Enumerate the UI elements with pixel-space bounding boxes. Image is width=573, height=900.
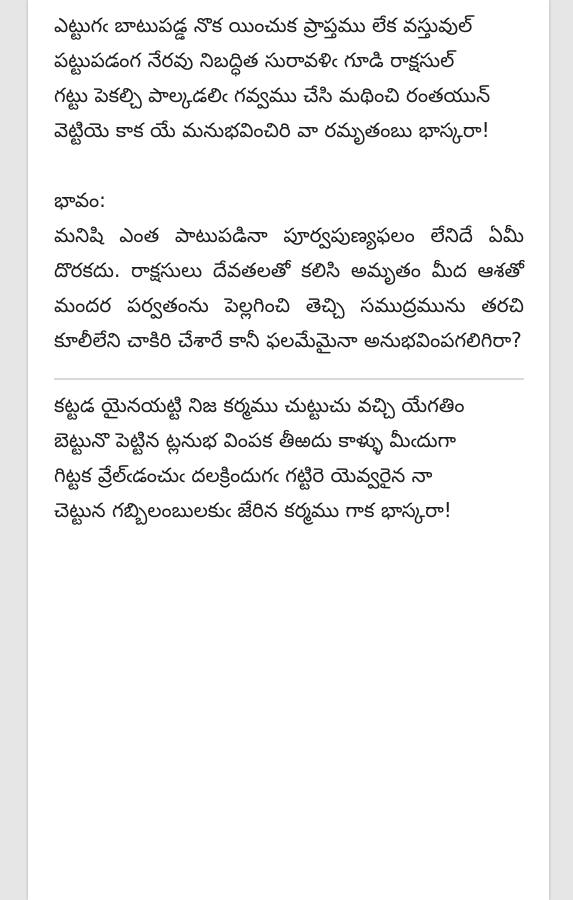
poem-2-line-4: చెట్టున గబ్బిలంబులకుఁ జేరిన కర్మము గాక భాస్కరా! [54, 498, 452, 522]
poem-1-line-1: ఎట్టుగఁ బాటుపడ్డ నొక యించుక ప్రాప్తము లేక వస్తువుల్ [54, 13, 473, 37]
meaning-heading: భావం: [54, 188, 106, 212]
poem-1-line-2: పట్టుపడంగ నేరవు నిబద్ధిత సురావళిఁ గూడి రాక్షసుల్ [54, 48, 455, 72]
poem-1-line-3: గట్టు పెకల్చి పాల్కడలిఁ గవ్వము చేసి మథించి రంతయున్ [54, 83, 491, 107]
poem-1-line-4: వెట్టియె కాక యే మనుభవించిరి వా రమృతంబు భాస్కరా! [54, 118, 490, 142]
poem-2 [54, 388, 524, 528]
spacer [54, 148, 524, 183]
poem-2-line-2: బెట్టునొ పెట్టిన ట్లనుభ వింపక తీఱదు కాళ్ళు మీఁదుగా [54, 428, 456, 452]
poem-2-line-3: గిట్టక వ్రేల్ఁడంచుఁ దలక్రిందుగఁ గట్టిరె యెవ్వరైన నా [54, 463, 433, 487]
poem-2-line-1: కట్టడ యైనయట్టి నిజ కర్మము చుట్టుచు వచ్చి యేగతిం [54, 393, 465, 417]
page [28, 0, 549, 900]
section-divider [54, 378, 524, 380]
meaning-text: మనిషి ఎంత పాటుపడినా పూర్వపుణ్యఫలం లేనిదే ఏమీ దొరకదు. రాక్షసులు దేవతలతో కలిసి అమృతం మీద ఆశతో మందర పర్వతంను పెల్లగించి తెచ్చి సముద్రమును తరచి కూలీలేని చాకిరి చేశారే కానీ ఫలమేమైనా అనుభవింపగలిగిరా? [54, 223, 524, 352]
poem-1 [54, 8, 524, 148]
article-content [54, 8, 524, 528]
